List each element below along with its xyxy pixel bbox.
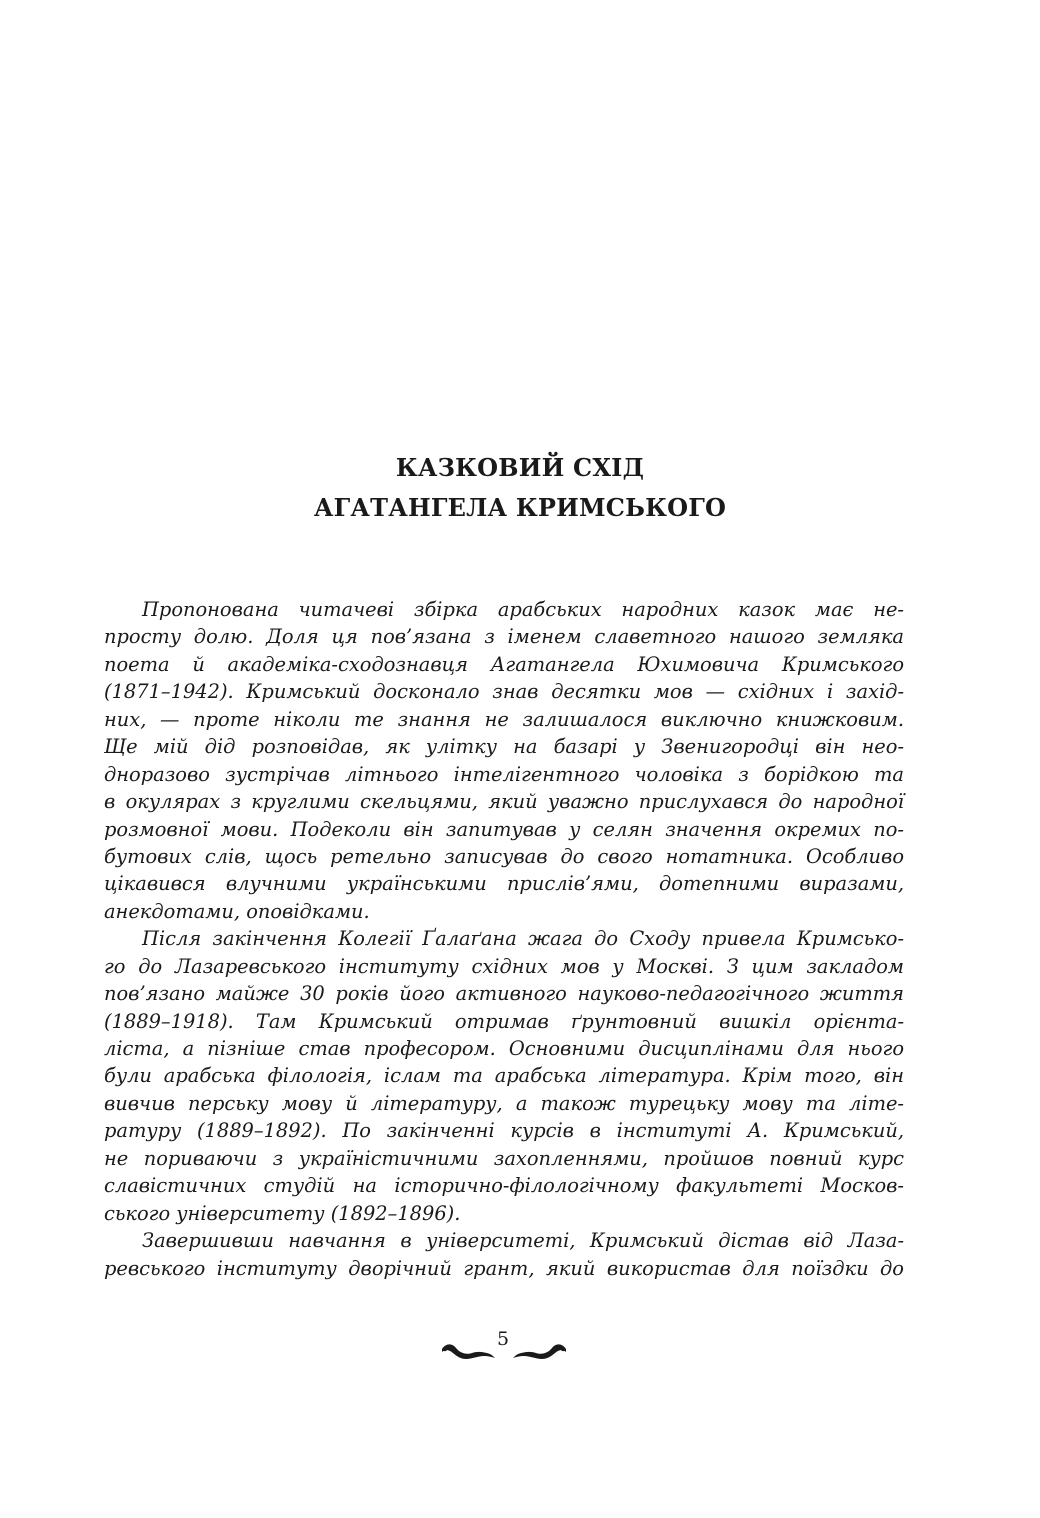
text-line: Пропонована читачеві збірка арабських народних казок має не- [142,598,904,621]
page-number: 5 [496,1328,510,1350]
text-line: розмовної мови. Подеколи він запитував у селян значення окремих по- [104,817,904,841]
text-line: Ще мій дід розповідав, як улітку на базарі у Звенигородці він нео- [104,735,904,759]
left-flourish-ornament [440,1340,496,1362]
text-line: поета й академіка-сходознавця Агатангела Юхимовича Кримського [104,652,904,676]
paragraph [104,1227,904,1282]
text-line: пов’язано майже 30 років його активного науково-педагогічного життя [104,982,904,1006]
paragraph [104,925,904,1227]
text-line: дноразово зустрічав літнього інтелігентного чоловіка з борідкою та [104,762,904,786]
page-footer [0,1328,1040,1362]
chapter-title-line-2: АГАТАНГЕЛА КРИМСЬКОГО [313,493,727,522]
right-flourish-ornament [512,1340,568,1362]
text-line: в окулярах з круглими скельцями, який уважно прислухався до народної [104,790,904,814]
text-line: вивчив перську мову й літературу, а також турецьку мову та літе- [104,1091,904,1115]
text-line: славістичних студій на історично-філологічному факультеті Москов- [104,1174,904,1198]
text-line: (1889–1918). Там Кримський отримав ґрунтовний вишкіл орієнта- [104,1009,904,1033]
chapter-title-line-1: КАЗКОВИЙ СХІД [395,453,645,482]
text-line: Завершивши навчання в університеті, Кримський дістав від Лаза- [142,1229,904,1253]
body-text [104,596,904,1282]
text-line: них, — проте ніколи те знання не залишалося виключно книжковим. [104,707,904,731]
text-line: ського університету (1892–1896). [104,1201,461,1225]
text-line: бутових слів, щось ретельно записував до свого нотатника. Особливо [104,844,904,868]
text-line: цікавився влучними українськими прислів’ями, дотепними виразами, [104,872,904,896]
text-line: (1871–1942). Кримський досконало знав десятки мов — східних і захід- [104,680,904,704]
text-line: були арабська філологія, іслам та арабська література. Крім того, він [104,1064,904,1088]
text-line: ліста, а пізніше став професором. Основними дисциплінами для нього [104,1037,904,1060]
paragraph [104,596,904,925]
text-line: ревського інституту дворічний грант, який використав для поїздки до [104,1256,904,1280]
text-line: Після закінчення Колегії Ґалаґана жага до Сходу привела Кримсько- [142,927,904,951]
text-line: не пориваючи з україністичними захопленнями, пройшов повний курс [104,1146,904,1170]
text-line: просту долю. Доля ця пов’язана з іменем славетного нашого земляка [104,625,904,649]
text-line: го до Лазаревського інституту східних мов у Москві. З цим закладом [104,954,904,978]
text-line: ратуру (1889–1892). По закінченні курсів в інституті А. Кримський, [104,1119,904,1143]
chapter-title [0,448,1040,528]
text-line: анекдотами, оповідками. [104,899,370,923]
